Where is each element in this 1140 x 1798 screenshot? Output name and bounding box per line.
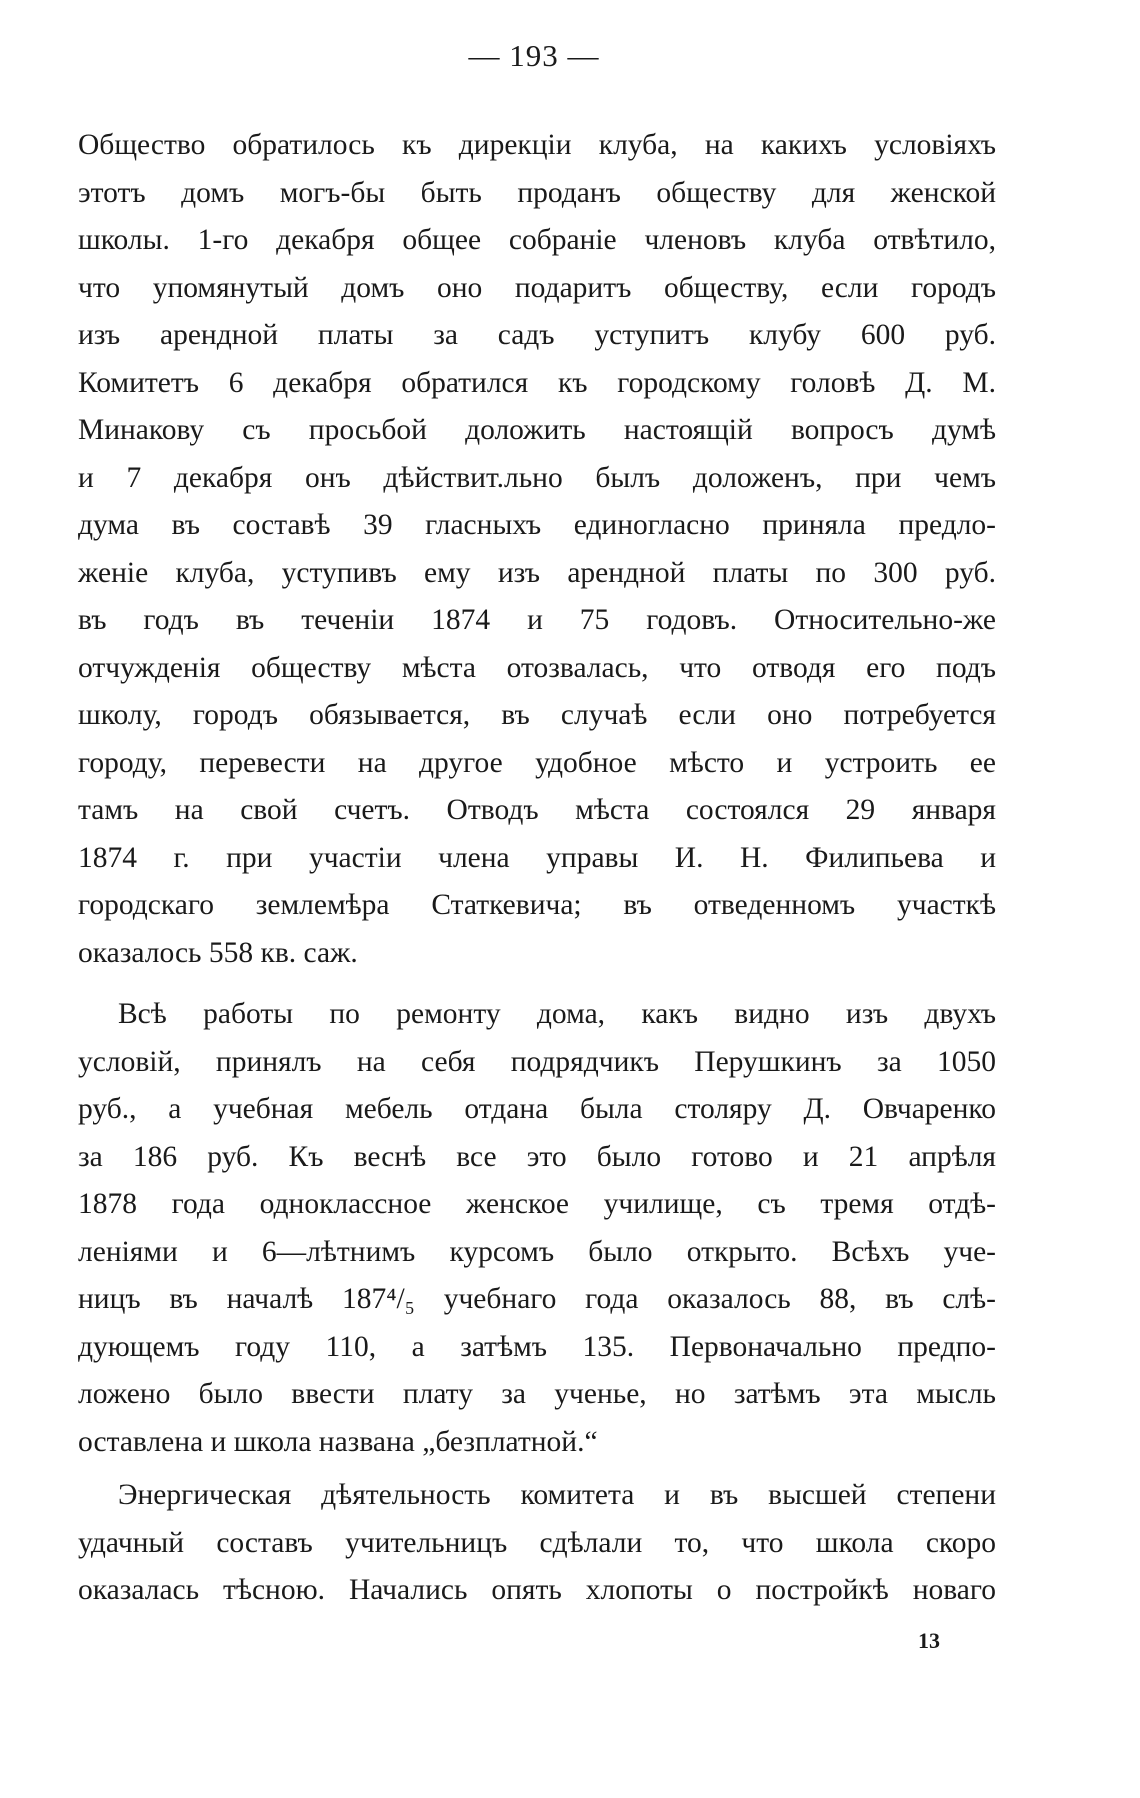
text-line: за 186 руб. Къ веснѣ все это было готово и 21 апрѣля [78,1140,996,1173]
text-line: Всѣ работы по ремонту дома, какъ видно изъ двухъ [118,998,996,1030]
text-line: отчужденія обществу мѣста отозвалась, что отводя его подъ [78,651,996,684]
text-line: дующемъ году 110, а затѣмъ 135. Первоначально предпо- [78,1330,996,1363]
text-line: Комитетъ 6 декабря обратился къ городскому головѣ Д. М. [78,366,996,399]
text-line: дума въ составѣ 39 гласныхъ единогласно приняла предло- [78,509,996,541]
text-line: и 7 декабря онъ дѣйствит.льно былъ доложенъ, при чемъ [78,461,996,494]
text-line: школу, городъ обязывается, въ случаѣ если оно потребуется [78,699,996,731]
text-line: что упомянутый домъ оно подаритъ обществу, если городъ [78,271,996,304]
text-line: оставлена и школа названа „безплатной.“ [78,1425,598,1458]
text-line: ложено было ввести плату за ученье, но затѣмъ эта мысль [78,1378,996,1410]
text-line: условій, принялъ на себя подрядчикъ Перушкинъ за 1050 [78,1045,996,1078]
text-line: городскаго землемѣра Статкевича; въ отведенномъ участкѣ [78,889,996,921]
text-line: въ годъ въ теченіи 1874 и 75 годовъ. Относительно-же [78,604,996,636]
text-line: женіе клуба, уступивъ ему изъ арендной платы по 300 руб. [78,556,996,589]
text-line: городу, перевести на другое удобное мѣсто и устроить ее [78,746,996,779]
text-line: изъ арендной платы за садъ уступитъ клубу 600 руб. [78,319,996,351]
text-line: Минакову съ просьбой доложить настоящій вопросъ думѣ [78,414,996,446]
text-line: руб., а учебная мебель отдана была столяру Д. Овчаренко [78,1093,996,1125]
paragraph-3 [78,1472,996,1615]
text-line: леніями и 6—лѣтнимъ курсомъ было открыто. Всѣхъ уче- [78,1235,996,1268]
text-line: Общество обратилось къ дирекціи клуба, на какихъ условіяхъ [78,129,996,161]
text-line: тамъ на свой счетъ. Отводъ мѣста состоялся 29 января [78,794,996,826]
paragraph-2 [78,991,996,1466]
signature-mark: 13 [918,1628,940,1653]
text-line: 1874 г. при участіи члена управы И. Н. Филипьева и [78,841,996,874]
text-line: оказалось 558 кв. саж. [78,936,358,969]
text-line: оказалась тѣсною. Начались опять хлопоты о постройкѣ новаго [78,1574,996,1606]
page-number: — 193 — [468,38,600,73]
paragraph-1 [78,122,996,977]
text-line: школы. 1-го декабря общее собраніе членовъ клуба отвѣтило, [78,224,996,256]
text-line: удачный составъ учительницъ сдѣлали то, что школа скоро [78,1526,996,1559]
text-line: ницъ въ началѣ 187⁴/₅ учебнаго года оказалось 88, въ слѣ- [78,1283,996,1315]
text-line: 1878 года одноклассное женское училище, съ тремя отдѣ- [78,1188,996,1220]
text-line: этотъ домъ могъ-бы быть проданъ обществу для женской [78,176,996,209]
text-line: Энергическая дѣятельность комитета и въ высшей степени [118,1479,996,1511]
